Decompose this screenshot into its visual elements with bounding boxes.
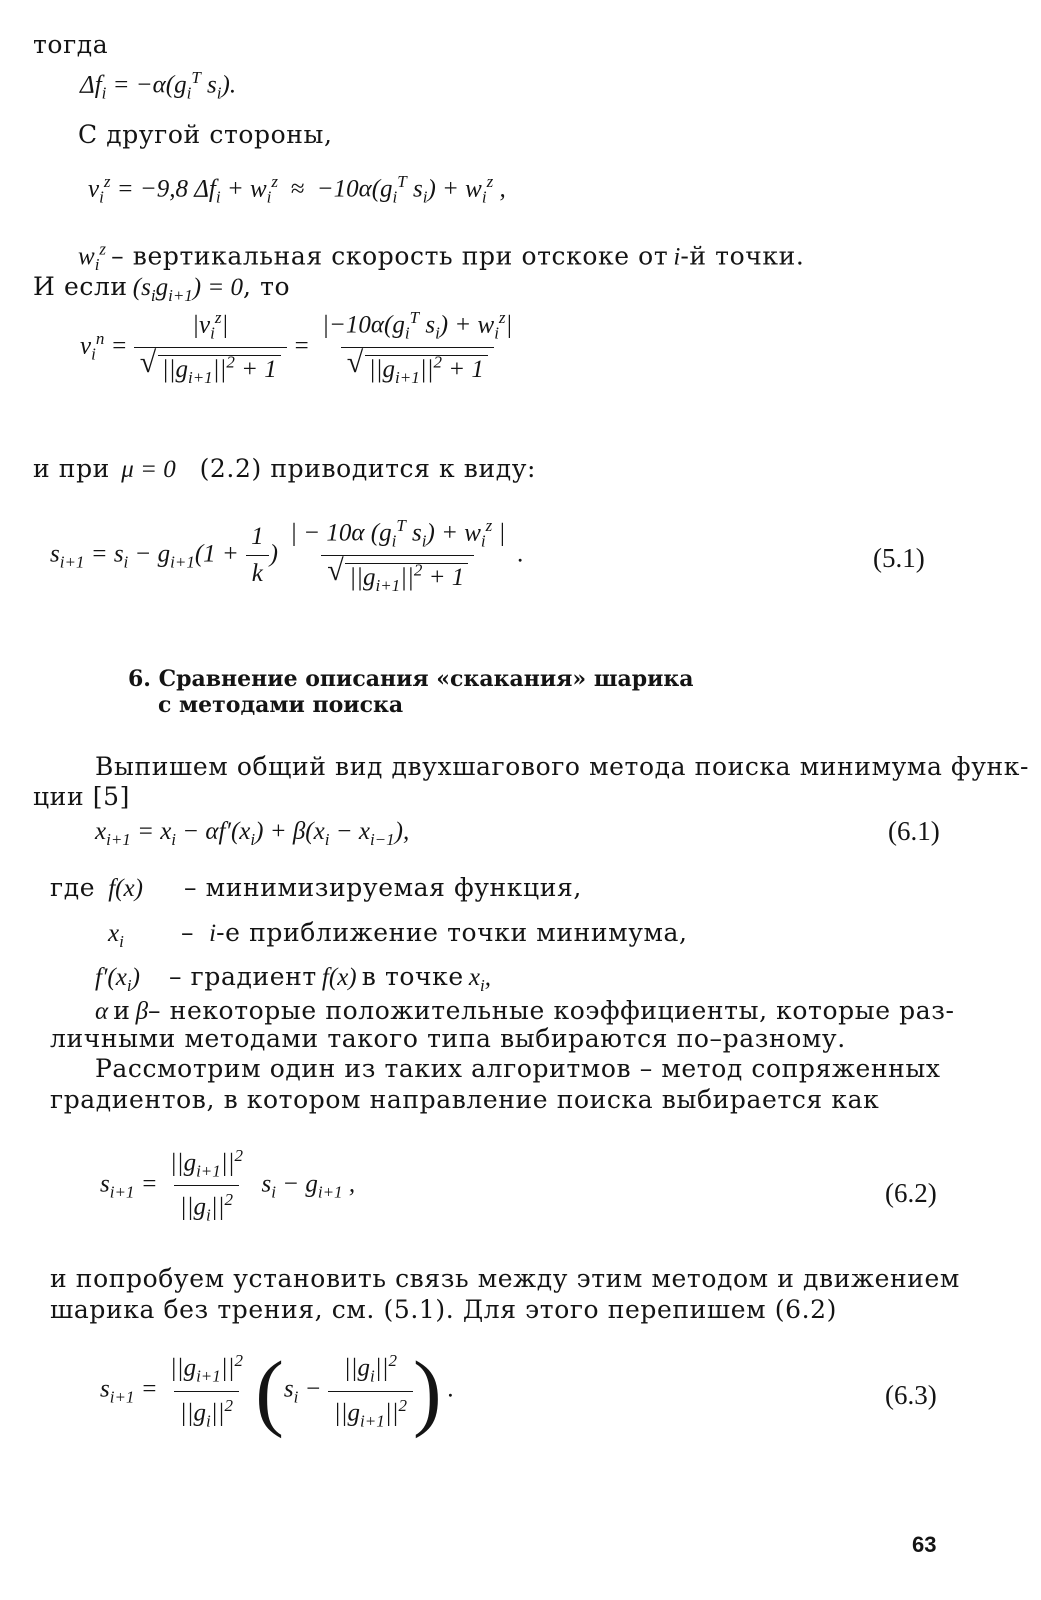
formula-mu: μ = 0 — [115, 456, 195, 483]
equation-6-3: $s_{i+1}$ = $\frac{||g_{i+1}||^2}{||g_i||^2}$ ($s_i$ − $\frac{||g_i||^2}{||g_{i+1}||^2}$ ) . — [100, 1343, 455, 1439]
symbol-beta: β — [135, 998, 149, 1025]
symbol-xi: $x_i$ — [108, 920, 124, 951]
page-number: 63 — [912, 1532, 937, 1557]
paragraph-relation-line1: и попробуем установить связь между этим методом и движением — [50, 1264, 960, 1293]
symbol-i: i — [673, 243, 681, 271]
text-chosen-differently: личными методами такого типа выбираются по–разному. — [50, 1024, 846, 1053]
text-minimized-function: – минимизируемая функция, — [184, 873, 582, 902]
text-where: где — [50, 873, 96, 902]
symbol-alpha: α — [95, 998, 109, 1025]
symbol-xi-2: $x_i$, — [468, 964, 491, 995]
text-approximation: -е приближение точки минимума, — [216, 918, 688, 947]
symbol-wz: $w_i^z$ — [78, 240, 107, 275]
text-on-other-hand: С другой стороны, — [78, 120, 333, 149]
text-reduces: (2.2) приводится к виду: — [199, 454, 537, 483]
paragraph-conjugate-line2: градиентов, в котором направление поиска выбирается как — [50, 1085, 880, 1114]
where-item-gradient — [95, 962, 491, 996]
formula-vn: $v_i^n$ = $|v_i^z|$ √ $||g_{i+1}||^2 + 1$ = $|-10\alpha(g_i^T$ $s_i) + w_i^z|$ √ $||g_{i+1}||^2 + 1$ — [80, 308, 518, 388]
paragraph-two-step-line1: Выпишем общий вид двухшагового метода поиска минимума функ- — [95, 752, 1030, 781]
text-gradient: – градиент — [169, 962, 317, 991]
equation-number-6-2: (6.2) — [885, 1178, 937, 1208]
text-then-to: , то — [243, 272, 291, 301]
text-vertical-speed: – вертикальная скорость при отскоке от — [111, 241, 669, 271]
formula-orthogonality: $(s_ig_{i+1}) = 0$ — [132, 274, 243, 305]
symbol-fx-2: f(x) — [321, 964, 357, 991]
equation-5-1: $s_{i+1} = s_i - g_{i+1}(1$ + $\frac{1}{k}$ ) | − 10α ($g_i^T$ $s_i) + w_i^z$ | √ $||g_{i+1}||^2 + 1$ . — [50, 516, 524, 596]
where-item-f — [50, 873, 582, 903]
section-heading-line2: с методами поиска — [158, 692, 404, 718]
text-and-at: и при — [33, 454, 110, 483]
line-mu-zero — [33, 454, 536, 484]
symbol-fprime: $f'(x_i)$ — [95, 964, 140, 995]
symbol-i-2: i — [209, 920, 217, 947]
where-item-xi — [108, 918, 688, 952]
symbol-fx: f(x) — [108, 875, 143, 902]
section-heading-line1: 6. Сравнение описания «скакания» шарика — [128, 666, 694, 692]
equation-number-5-1: (5.1) — [873, 543, 925, 573]
line-w-vertical-speed — [78, 240, 804, 275]
equation-6-2: $s_{i+1}$ = $\frac{||g_{i+1}||^2}{||g_i||^2}$ $s_i - g_{i+1}$ , — [100, 1146, 356, 1225]
text-and: и — [113, 996, 131, 1025]
text-at-point: в точке — [361, 962, 464, 991]
text-dash: – — [180, 918, 195, 947]
text-coefficients: – некоторые положительные коэффициенты, которые раз- — [148, 996, 955, 1025]
paragraph-two-step-line2: ции [5] — [33, 782, 130, 811]
paragraph-relation-line2: шарика без трения, см. (5.1). Для этого перепишем (6.2) — [50, 1295, 838, 1324]
formula-vz: $v_i^z = -9,8$ $\Delta f_i + w_i^z \approx -10\alpha(g_i^T$ $s_i) + w_i^z$ , — [88, 172, 506, 207]
text-then: тогда — [33, 30, 109, 59]
text-th-point: -й точки. — [680, 241, 805, 271]
equation-6-1: $x_{i+1} = x_i - \alpha f'(x_i) + \beta(x_i - x_{i-1})$, — [95, 818, 410, 849]
paragraph-conjugate-line1: Рассмотрим один из таких алгоритмов – метод сопряженных — [95, 1054, 941, 1083]
text-if: И если — [33, 272, 128, 301]
equation-number-6-3: (6.3) — [885, 1380, 937, 1410]
equation-number-6-1: (6.1) — [888, 816, 940, 846]
line-if — [33, 272, 290, 306]
where-item-coefficients — [95, 996, 955, 1026]
formula-delta-f: $\Delta f_i = -\alpha(g_i^T$ $s_i$). — [80, 68, 237, 103]
